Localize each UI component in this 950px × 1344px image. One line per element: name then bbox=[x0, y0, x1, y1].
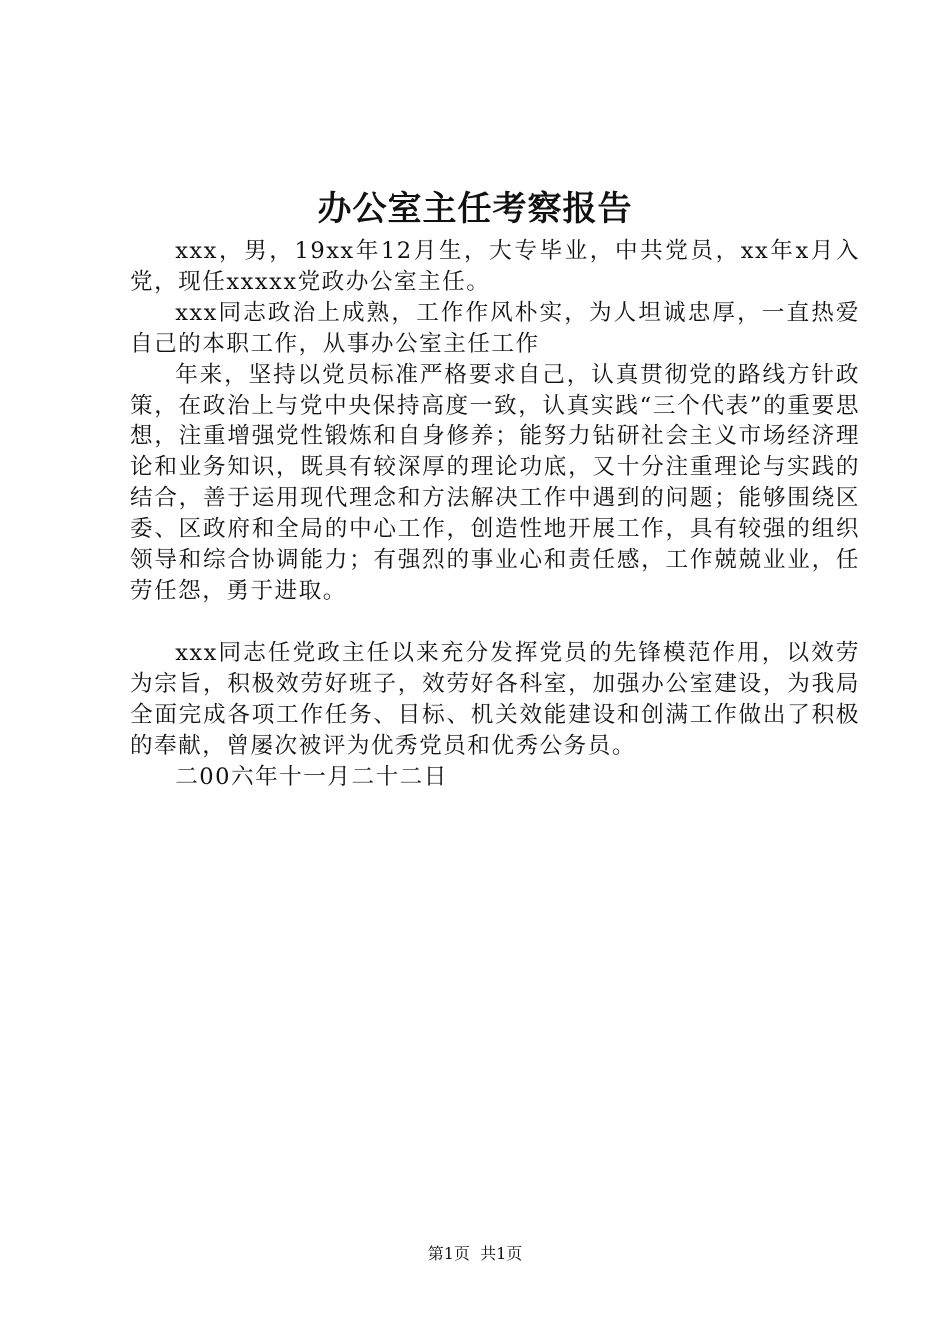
document-title: 办公室主任考察报告 bbox=[317, 189, 633, 229]
paragraph-work-performance: 年来，坚持以党员标准严格要求自己，认真贯彻党的路线方针政策，在政治上与党中央保持高度一致，认真实践“三个代表”的重要思想，注重增强党性锻炼和自身修养；能努力钻研社会主义市场经济理论和业务知识，既具有较深厚的理论功底，又十分注重理论与实践的结合，善于运用现代理念和方法解决工作中遇到的问题；能够围绕区委、区政府和全局的中心工作，创造性地开展工作，具有较强的组织领导和综合协调能力；有强烈的事业心和责任感，工作兢兢业业，任劳任怨，勇于进取。 bbox=[130, 361, 860, 604]
paragraph-personal-info: xxx，男，19xx年12月生，大专毕业，中共党员，xx年x月入党，现任xxxxx党政办公室主任。 bbox=[130, 238, 860, 295]
page-total: 共1页 bbox=[480, 1244, 523, 1263]
page-footer bbox=[0, 1243, 950, 1265]
paragraph-achievements: xxx同志任党政主任以来充分发挥党员的先锋模范作用，以效劳为宗旨，积极效劳好班子，效劳好各科室，加强办公室建设，为我局全面完成各项工作任务、目标、机关效能建设和创满工作做出了积极的奉献，曾屡次被评为优秀党员和优秀公务员。 bbox=[130, 639, 860, 759]
page-number: 第1页 bbox=[427, 1244, 470, 1263]
document-date: 二00六年十一月二十二日 bbox=[175, 763, 448, 790]
paragraph-political-quality: xxx同志政治上成熟，工作作风朴实，为人坦诚忠厚，一直热爱自己的本职工作，从事办公室主任工作 bbox=[130, 299, 860, 357]
document-body bbox=[130, 236, 860, 792]
